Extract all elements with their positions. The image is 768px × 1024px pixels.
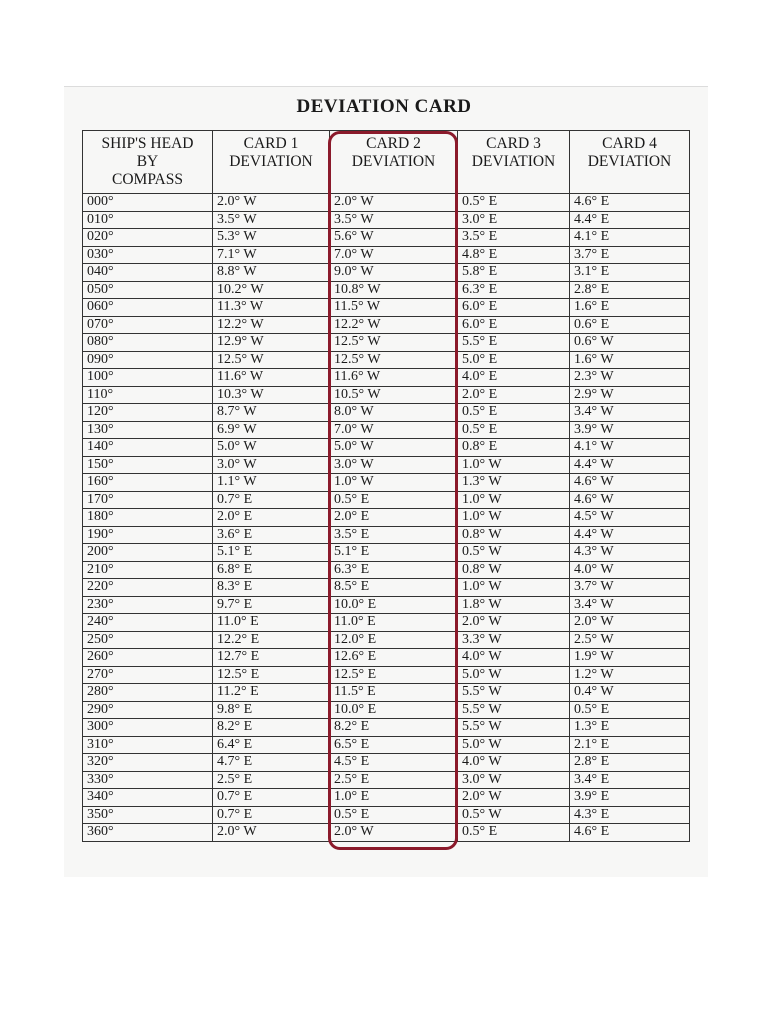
table-row [83,509,690,527]
deviation-cell: 6.3° E [330,561,458,579]
heading-cell: 120° [83,404,213,422]
heading-cell: 260° [83,649,213,667]
table-row [83,421,690,439]
deviation-cell: 8.7° W [213,404,330,422]
deviation-cell: 12.0° E [330,631,458,649]
heading-cell: 140° [83,439,213,457]
deviation-cell: 1.0° W [458,509,570,527]
deviation-cell: 3.5° E [330,526,458,544]
deviation-cell: 11.6° W [213,369,330,387]
heading-cell: 250° [83,631,213,649]
heading-cell: 100° [83,369,213,387]
deviation-cell: 7.0° W [330,421,458,439]
deviation-cell: 3.0° E [458,211,570,229]
deviation-cell: 2.9° W [570,386,690,404]
heading-cell: 230° [83,596,213,614]
deviation-cell: 12.5° W [213,351,330,369]
deviation-cell: 12.6° E [330,649,458,667]
deviation-cell: 0.6° W [570,334,690,352]
deviation-cell: 4.6° E [570,194,690,212]
deviation-cell: 4.8° E [458,246,570,264]
deviation-cell: 1.3° W [458,474,570,492]
deviation-cell: 4.3° W [570,544,690,562]
table-row [83,614,690,632]
deviation-cell: 0.5° E [330,491,458,509]
table-row [83,789,690,807]
deviation-cell: 2.5° E [330,771,458,789]
deviation-cell: 12.5° W [330,334,458,352]
heading-cell: 300° [83,719,213,737]
table-row [83,719,690,737]
deviation-cell: 4.0° E [458,369,570,387]
deviation-cell: 3.0° W [330,456,458,474]
deviation-cell: 10.0° E [330,701,458,719]
deviation-cell: 5.0° W [213,439,330,457]
deviation-cell: 11.6° W [330,369,458,387]
deviation-cell: 4.6° W [570,474,690,492]
table-row [83,754,690,772]
deviation-cell: 8.8° W [213,264,330,282]
deviation-cell: 5.5° W [458,719,570,737]
heading-cell: 070° [83,316,213,334]
deviation-cell: 5.5° E [458,334,570,352]
header-row [83,131,690,194]
deviation-cell: 0.5° E [330,806,458,824]
table-row [83,666,690,684]
deviation-cell: 0.5° W [458,806,570,824]
deviation-cell: 2.0° W [458,789,570,807]
heading-cell: 150° [83,456,213,474]
deviation-cell: 4.4° E [570,211,690,229]
table-row [83,229,690,247]
deviation-cell: 2.0° W [330,824,458,842]
deviation-cell: 12.5° W [330,351,458,369]
deviation-cell: 1.6° E [570,299,690,317]
heading-cell: 090° [83,351,213,369]
table-row [83,526,690,544]
deviation-cell: 5.1° E [330,544,458,562]
deviation-cell: 1.1° W [213,474,330,492]
deviation-cell: 8.5° E [330,579,458,597]
deviation-cell: 9.7° E [213,596,330,614]
deviation-cell: 1.8° W [458,596,570,614]
deviation-cell: 6.9° W [213,421,330,439]
heading-cell: 320° [83,754,213,772]
heading-cell: 340° [83,789,213,807]
table-row [83,316,690,334]
table-row [83,771,690,789]
deviation-cell: 5.3° W [213,229,330,247]
deviation-cell: 4.1° W [570,439,690,457]
deviation-cell: 4.4° W [570,456,690,474]
deviation-cell: 1.9° W [570,649,690,667]
deviation-cell: 3.9° E [570,789,690,807]
deviation-cell: 0.5° W [458,544,570,562]
deviation-cell: 11.5° W [330,299,458,317]
heading-cell: 160° [83,474,213,492]
deviation-cell: 0.8° E [458,439,570,457]
table-row [83,649,690,667]
deviation-cell: 1.3° E [570,719,690,737]
deviation-cell: 3.4° W [570,596,690,614]
deviation-cell: 11.5° E [330,684,458,702]
table-row [83,334,690,352]
heading-cell: 360° [83,824,213,842]
table-row [83,369,690,387]
deviation-cell: 3.0° W [213,456,330,474]
deviation-cell: 1.0° W [330,474,458,492]
heading-cell: 040° [83,264,213,282]
table-row [83,439,690,457]
deviation-cell: 5.0° W [458,736,570,754]
deviation-cell: 3.7° E [570,246,690,264]
heading-cell: 000° [83,194,213,212]
deviation-cell: 0.5° E [570,701,690,719]
deviation-cell: 4.5° E [330,754,458,772]
table-row [83,211,690,229]
deviation-cell: 2.3° W [570,369,690,387]
table-row [83,544,690,562]
heading-cell: 190° [83,526,213,544]
deviation-cell: 10.0° E [330,596,458,614]
deviation-cell: 1.6° W [570,351,690,369]
heading-cell: 030° [83,246,213,264]
heading-cell: 330° [83,771,213,789]
deviation-cell: 12.2° W [213,316,330,334]
deviation-cell: 7.1° W [213,246,330,264]
deviation-cell: 12.2° W [330,316,458,334]
deviation-cell: 11.3° W [213,299,330,317]
deviation-cell: 6.5° E [330,736,458,754]
deviation-cell: 9.8° E [213,701,330,719]
deviation-cell: 4.0° W [458,754,570,772]
deviation-cell: 0.5° E [458,421,570,439]
table-row [83,194,690,212]
deviation-cell: 2.8° E [570,754,690,772]
table-row [83,596,690,614]
deviation-cell: 4.6° E [570,824,690,842]
table-row [83,386,690,404]
deviation-cell: 2.5° E [213,771,330,789]
deviation-cell: 0.8° W [458,526,570,544]
deviation-cell: 8.2° E [330,719,458,737]
heading-cell: 290° [83,701,213,719]
table-row [83,561,690,579]
deviation-cell: 1.0° W [458,456,570,474]
deviation-cell: 2.0° W [213,824,330,842]
deviation-cell: 4.0° W [458,649,570,667]
heading-cell: 310° [83,736,213,754]
deviation-cell: 0.8° W [458,561,570,579]
deviation-cell: 12.7° E [213,649,330,667]
deviation-cell: 4.5° W [570,509,690,527]
deviation-cell: 5.5° W [458,701,570,719]
deviation-cell: 9.0° W [330,264,458,282]
heading-cell: 170° [83,491,213,509]
deviation-cell: 5.0° W [458,666,570,684]
heading-cell: 210° [83,561,213,579]
deviation-cell: 6.0° E [458,316,570,334]
deviation-cell: 1.0° W [458,579,570,597]
deviation-cell: 4.3° E [570,806,690,824]
deviation-cell: 1.2° W [570,666,690,684]
deviation-cell: 3.5° E [458,229,570,247]
heading-cell: 080° [83,334,213,352]
deviation-cell: 1.0° W [458,491,570,509]
deviation-cell: 12.5° E [330,666,458,684]
heading-cell: 110° [83,386,213,404]
table-row [83,684,690,702]
table-row [83,299,690,317]
deviation-cell: 3.3° W [458,631,570,649]
heading-cell: 020° [83,229,213,247]
deviation-cell: 2.0° E [330,509,458,527]
deviation-cell: 0.7° E [213,789,330,807]
header-card-2: CARD 2 DEVIATION [330,131,458,194]
deviation-cell: 10.2° W [213,281,330,299]
deviation-cell: 10.5° W [330,386,458,404]
deviation-cell: 3.5° W [213,211,330,229]
deviation-cell: 11.2° E [213,684,330,702]
deviation-cell: 5.0° W [330,439,458,457]
deviation-cell: 2.5° W [570,631,690,649]
deviation-cell: 4.7° E [213,754,330,772]
deviation-cell: 2.0° W [458,614,570,632]
deviation-cell: 0.6° E [570,316,690,334]
table-row [83,264,690,282]
deviation-cell: 3.1° E [570,264,690,282]
deviation-cell: 11.0° E [330,614,458,632]
deviation-cell: 3.5° W [330,211,458,229]
deviation-cell: 4.4° W [570,526,690,544]
table-row [83,456,690,474]
deviation-cell: 1.0° E [330,789,458,807]
deviation-cell: 0.5° E [458,824,570,842]
deviation-cell: 6.3° E [458,281,570,299]
deviation-cell: 11.0° E [213,614,330,632]
deviation-cell: 3.7° W [570,579,690,597]
deviation-cell: 4.6° W [570,491,690,509]
deviation-cell: 12.2° E [213,631,330,649]
header-card-4: CARD 4 DEVIATION [570,131,690,194]
heading-cell: 350° [83,806,213,824]
deviation-cell: 3.9° W [570,421,690,439]
heading-cell: 130° [83,421,213,439]
deviation-cell: 5.5° W [458,684,570,702]
heading-cell: 200° [83,544,213,562]
deviation-cell: 2.1° E [570,736,690,754]
table-row [83,404,690,422]
table-row [83,824,690,842]
header-card-3: CARD 3 DEVIATION [458,131,570,194]
deviation-cell: 0.4° W [570,684,690,702]
deviation-cell: 10.8° W [330,281,458,299]
heading-cell: 180° [83,509,213,527]
deviation-cell: 12.9° W [213,334,330,352]
deviation-cell: 8.2° E [213,719,330,737]
deviation-cell: 2.0° E [458,386,570,404]
header-ships-head: SHIP'S HEAD BY COMPASS [83,131,213,194]
deviation-cell: 4.1° E [570,229,690,247]
table-row [83,491,690,509]
heading-cell: 220° [83,579,213,597]
deviation-cell: 2.0° E [213,509,330,527]
table-row [83,631,690,649]
deviation-cell: 4.0° W [570,561,690,579]
deviation-cell: 5.1° E [213,544,330,562]
deviation-cell: 0.5° E [458,404,570,422]
table-row [83,281,690,299]
table-row [83,579,690,597]
deviation-cell: 0.7° E [213,491,330,509]
heading-cell: 060° [83,299,213,317]
deviation-cell: 3.4° W [570,404,690,422]
deviation-cell: 2.0° W [570,614,690,632]
deviation-cell: 8.0° W [330,404,458,422]
deviation-cell: 3.6° E [213,526,330,544]
deviation-cell: 3.4° E [570,771,690,789]
deviation-table [82,130,690,842]
deviation-cell: 5.0° E [458,351,570,369]
deviation-cell: 6.8° E [213,561,330,579]
heading-cell: 240° [83,614,213,632]
deviation-cell: 0.5° E [458,194,570,212]
deviation-cell: 12.5° E [213,666,330,684]
table-body [83,194,690,842]
deviation-cell: 6.4° E [213,736,330,754]
deviation-cell: 6.0° E [458,299,570,317]
table-row [83,806,690,824]
heading-cell: 270° [83,666,213,684]
header-card-1: CARD 1 DEVIATION [213,131,330,194]
deviation-cell: 5.6° W [330,229,458,247]
table-row [83,701,690,719]
deviation-cell: 2.0° W [330,194,458,212]
page-title: DEVIATION CARD [296,96,472,117]
deviation-cell: 7.0° W [330,246,458,264]
deviation-cell: 10.3° W [213,386,330,404]
table-row [83,736,690,754]
deviation-cell: 2.0° W [213,194,330,212]
deviation-cell: 5.8° E [458,264,570,282]
deviation-cell: 8.3° E [213,579,330,597]
heading-cell: 050° [83,281,213,299]
deviation-cell: 2.8° E [570,281,690,299]
deviation-cell: 3.0° W [458,771,570,789]
table-row [83,351,690,369]
heading-cell: 010° [83,211,213,229]
table-row [83,246,690,264]
heading-cell: 280° [83,684,213,702]
deviation-cell: 0.7° E [213,806,330,824]
table-row [83,474,690,492]
